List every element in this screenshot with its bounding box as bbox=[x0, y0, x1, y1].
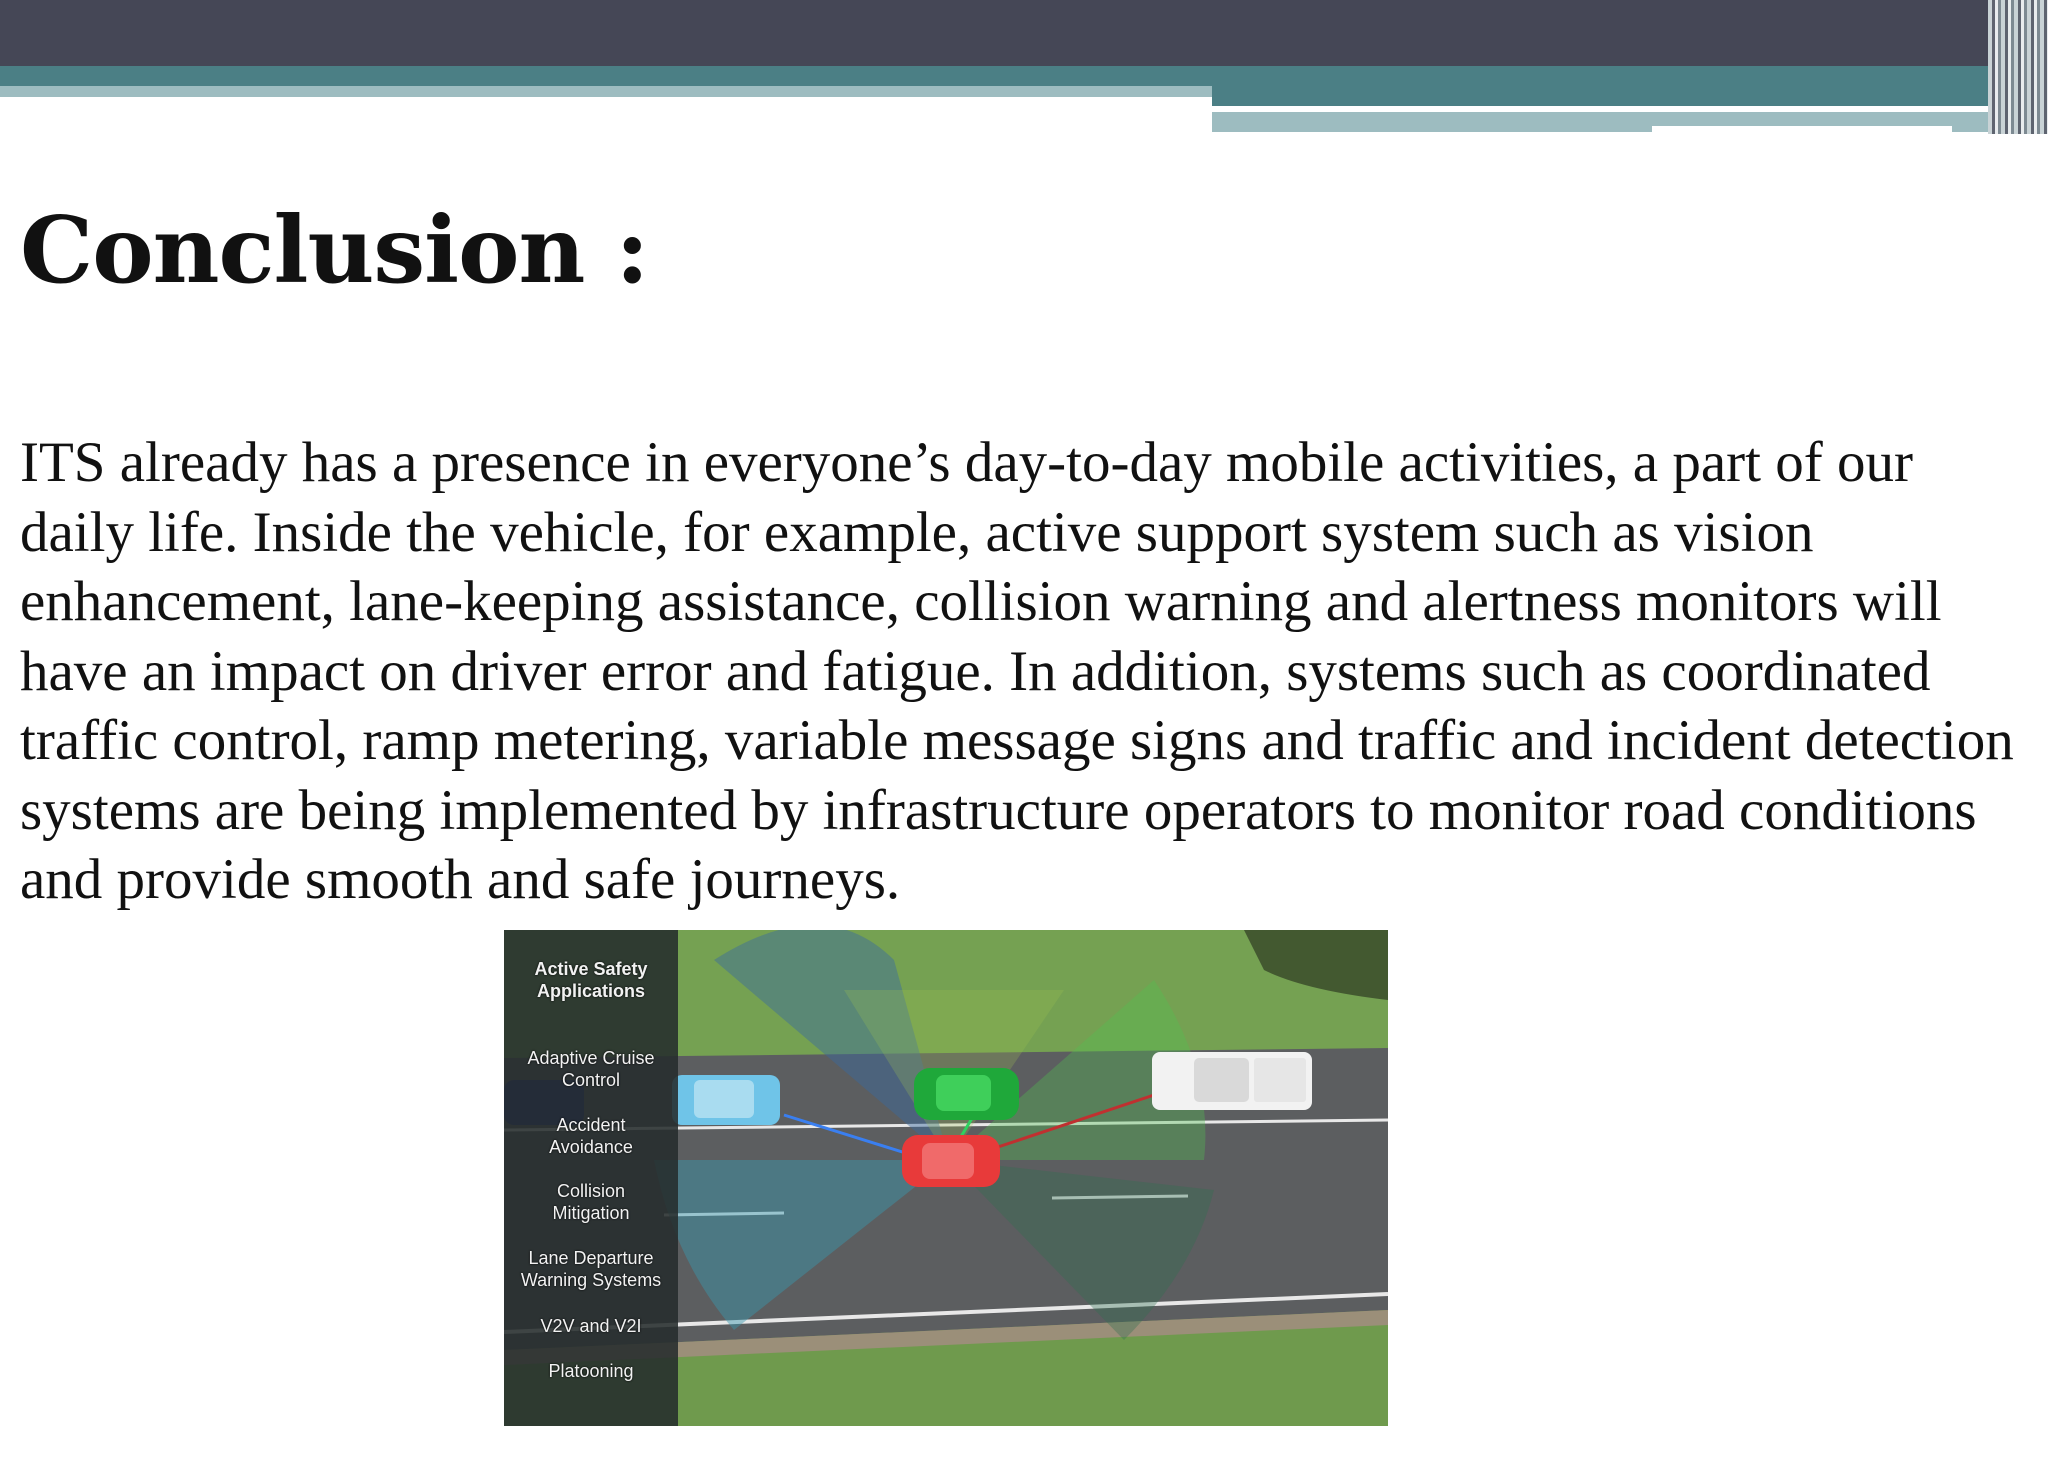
header-teal-extension bbox=[1212, 86, 2048, 106]
white-pickup-truck bbox=[1152, 1052, 1312, 1110]
header-dark-band bbox=[0, 0, 2048, 66]
slide-header-bar bbox=[0, 0, 2048, 134]
app-item-lane-departure-line1: Lane Departure bbox=[528, 1248, 654, 1268]
app-item-adaptive-cruise-line1: Adaptive Cruise bbox=[527, 1048, 655, 1068]
app-item-collision-mitigation-line2: Mitigation bbox=[552, 1203, 630, 1223]
applications-panel bbox=[504, 930, 678, 1426]
app-item-accident-avoidance-line2: Avoidance bbox=[549, 1137, 633, 1157]
header-stripes bbox=[1988, 0, 2048, 134]
header-teal-band bbox=[0, 66, 2048, 86]
active-safety-figure bbox=[504, 930, 1388, 1426]
header-band-notch bbox=[1652, 126, 1952, 134]
panel-title-line2: Applications bbox=[536, 981, 645, 1001]
app-item-collision-mitigation-line1: Collision bbox=[556, 1181, 626, 1201]
app-item-adaptive-cruise-line2: Control bbox=[561, 1070, 621, 1090]
app-item-v2v-v2i: V2V and V2I bbox=[540, 1316, 642, 1336]
app-item-accident-avoidance-line1: Accident bbox=[556, 1115, 626, 1135]
panel-title-line1: Active Safety bbox=[534, 959, 648, 979]
green-car bbox=[914, 1068, 1019, 1120]
red-car bbox=[902, 1135, 1000, 1187]
header-light-band-left bbox=[0, 86, 1212, 97]
app-item-platooning: Platooning bbox=[548, 1361, 634, 1381]
slide-body-paragraph: ITS already has a presence in everyone’s day-to-day mobile activities, a part of our daily life. Inside the vehicle, for example, active support system such as vision enhancement, lane-keeping assistance, collision warning and alertness monitors will have an impact on driver error and fatigue. In addition, systems such as coordinated traffic control, ramp metering, variable message signs and traffic and incident detection systems are being implemented by infrastructure operators to monitor road conditions and provide smooth and safe journeys. bbox=[20, 431, 2014, 911]
blue-suv bbox=[672, 1075, 780, 1125]
slide-title: Conclusion : bbox=[20, 196, 649, 304]
app-item-lane-departure-line2: Warning Systems bbox=[520, 1270, 662, 1290]
